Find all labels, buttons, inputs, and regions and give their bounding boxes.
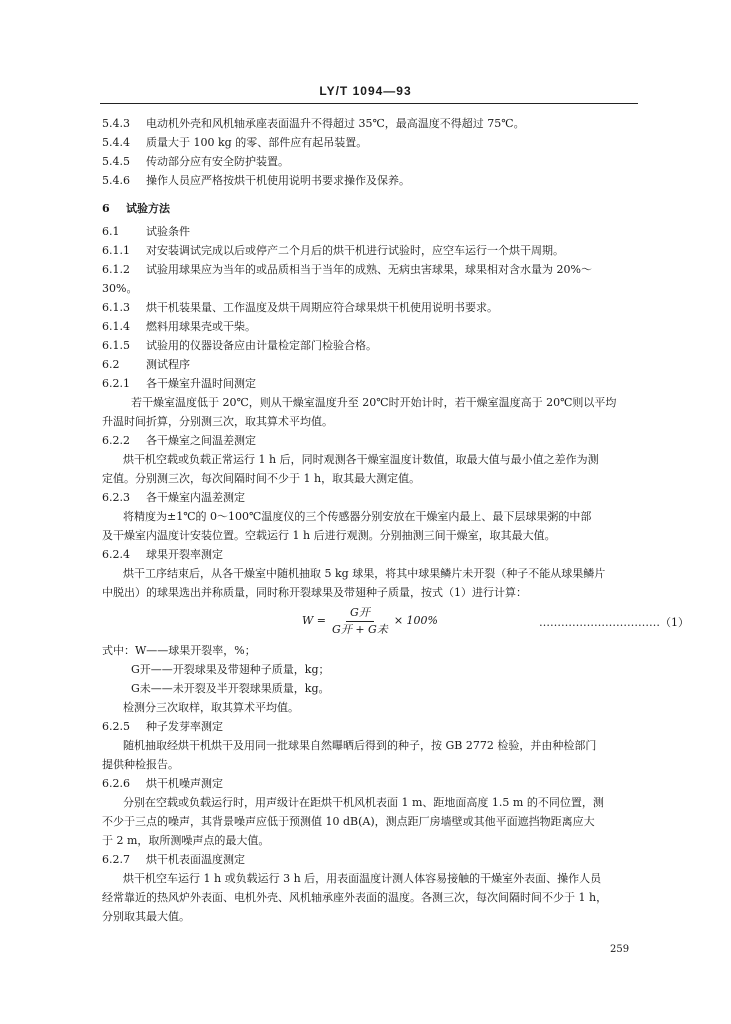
clause-6-1-2 xyxy=(102,263,592,277)
clause-5-4-3 xyxy=(102,117,525,131)
clause-text: 试验用的仪器设备应由计量检定部门检验合格。 xyxy=(146,339,377,352)
paragraph-line: 中脱出）的球果选出并称质量，同时称开裂球果及带翅种子质量，按式（1）进行计算： xyxy=(102,586,527,599)
clause-6-1-3 xyxy=(102,301,498,315)
clause-continuation: 30%。 xyxy=(102,282,138,295)
clause-text: 各干燥室升温时间测定 xyxy=(146,377,256,390)
paragraph-line: 定值。分别测三次，每次间隔时间不少于 1 h，取其最大测定值。 xyxy=(102,472,421,485)
clause-number: 6.1.4 xyxy=(102,320,130,333)
paragraph-line: 将精度为±1℃的 0～100℃温度仪的三个传感器分别安放在干燥室内最上、最下层球果粥的中部 xyxy=(123,510,592,523)
where-clause: 式中：W——球果开裂率，%； xyxy=(102,644,256,657)
formula-numerator: G开 xyxy=(346,606,374,622)
clause-text: 试验用球果应为当年的或品质相当于当年的成熟、无病虫害球果，球果相对含水量为 20%～ xyxy=(146,263,592,276)
clause-text: 各干燥室内温差测定 xyxy=(146,491,245,504)
clause-6-2 xyxy=(102,358,190,372)
paragraph-line: 经常靠近的热风炉外表面、电机外壳、风机轴承座外表面的温度。各测三次，每次间隔时间不少于 1 h， xyxy=(102,891,608,904)
where-item: G开——开裂球果及带翅种子质量，kg； xyxy=(131,663,330,676)
clause-number: 6.1.1 xyxy=(102,244,130,257)
clause-text: 传动部分应有安全防护装置。 xyxy=(146,155,289,168)
section-title: 试验方法 xyxy=(126,202,170,215)
clause-6-2-7 xyxy=(102,853,245,867)
clause-text: 试验条件 xyxy=(146,225,190,238)
paragraph-line: 升温时间折算，分别测三次，取其算术平均值。 xyxy=(102,415,333,428)
clause-number: 6.2.1 xyxy=(102,377,130,390)
clause-text: 烘干机装果量、工作温度及烘干周期应符合球果烘干机使用说明书要求。 xyxy=(146,301,498,314)
clause-6-2-6 xyxy=(102,777,223,791)
clause-text: 烘干机噪声测定 xyxy=(146,777,223,790)
page-number: 259 xyxy=(610,944,630,955)
clause-number: 6.1.3 xyxy=(102,301,130,314)
clause-text: 操作人员应严格按烘干机使用说明书要求操作及保养。 xyxy=(146,174,410,187)
clause-number: 6.2 xyxy=(102,358,120,371)
paragraph-line: 于 2 m，取所测噪声点的最大值。 xyxy=(102,834,270,847)
section-number: 6 xyxy=(102,202,110,215)
clause-text: 球果开裂率测定 xyxy=(146,548,223,561)
clause-5-4-5 xyxy=(102,155,289,169)
paragraph-line: 分别在空载或负载运行时，用声级计在距烘干机风机表面 1 m、距地面高度 1.5 m 的不同位置，测 xyxy=(123,796,604,809)
clause-5-4-4 xyxy=(102,136,367,150)
paragraph-line: 若干燥室温度低于 20℃，则从干燥室温度升至 20℃时开始计时，若干燥室温度高于 20℃则以平均 xyxy=(131,396,617,409)
paragraph-line: 烘干机空载或负载正常运行 1 h 后，同时观测各干燥室温度计数值，取最大值与最小值之差作为测 xyxy=(123,453,599,466)
paragraph-line: 不少于三点的噪声，其背景噪声应低于预测值 10 dB(A)，测点距厂房墙壁或其他平面遮挡物距离应大 xyxy=(102,815,595,828)
clause-number: 6.1.2 xyxy=(102,263,130,276)
clause-text: 各干燥室之间温差测定 xyxy=(146,434,256,447)
paragraph-line: 提供种检报告。 xyxy=(102,758,179,771)
clause-5-4-6 xyxy=(102,174,410,188)
clause-number: 6.2.6 xyxy=(102,777,130,790)
formula-rhs: × 100% xyxy=(393,614,438,627)
clause-text: 电动机外壳和风机轴承座表面温升不得超过 35℃，最高温度不得超过 75℃。 xyxy=(146,117,525,130)
clause-text: 种子发芽率测定 xyxy=(146,720,223,733)
paragraph-line: 随机抽取经烘干机烘干及用同一批球果自然曝晒后得到的种子，按 GB 2772 检验，并由种检部门 xyxy=(123,739,597,752)
clause-6-2-5 xyxy=(102,720,223,734)
running-header: LY/T 1094—93 xyxy=(319,84,412,98)
clause-6-2-2 xyxy=(102,434,256,448)
clause-text: 对安装调试完成以后或停产二个月后的烘干机进行试验时，应空车运行一个烘干周期。 xyxy=(146,244,564,257)
clause-6-2-1 xyxy=(102,377,256,391)
section-6-heading xyxy=(102,202,170,216)
paragraph-line: 检测分三次取样，取其算术平均值。 xyxy=(123,701,299,714)
clause-number: 6.2.4 xyxy=(102,548,130,561)
formula-lhs: W = xyxy=(302,614,327,627)
formula-number: ……………………………（1） xyxy=(539,616,689,629)
paragraph-line: 烘干机空车运行 1 h 或负载运行 3 h 后，用表面温度计测人体容易接触的干燥室外表面、操作人员 xyxy=(123,872,602,885)
clause-number: 5.4.4 xyxy=(102,136,130,149)
clause-text: 烘干机表面温度测定 xyxy=(146,853,245,866)
clause-number: 6.2.2 xyxy=(102,434,130,447)
formula-denominator: G开 + G未 xyxy=(332,622,388,636)
formula-1 xyxy=(302,602,438,640)
clause-number: 5.4.5 xyxy=(102,155,130,168)
clause-number: 5.4.3 xyxy=(102,117,130,130)
clause-number: 6.2.5 xyxy=(102,720,130,733)
clause-number: 6.2.3 xyxy=(102,491,130,504)
paragraph-line: 分别取其最大值。 xyxy=(102,910,190,923)
clause-6-1-5 xyxy=(102,339,377,353)
clause-number: 6.2.7 xyxy=(102,853,130,866)
clause-6-1-1 xyxy=(102,244,564,258)
formula-fraction xyxy=(332,606,388,637)
clause-text: 燃料用球果壳或干柴。 xyxy=(146,320,256,333)
clause-number: 5.4.6 xyxy=(102,174,130,187)
clause-6-2-4 xyxy=(102,548,223,562)
paragraph-line: 烘干工序结束后，从各干燥室中随机抽取 5 kg 球果，将其中球果鳞片未开裂（种子不能从球果鳞片 xyxy=(123,567,606,580)
header-rule xyxy=(100,103,638,104)
clause-number: 6.1 xyxy=(102,225,120,238)
clause-text: 测试程序 xyxy=(146,358,190,371)
clause-6-1-4 xyxy=(102,320,256,334)
clause-6-1 xyxy=(102,225,190,239)
where-item: G未——未开裂及半开裂球果质量，kg。 xyxy=(131,682,330,695)
paragraph-line: 及干燥室内温度计安装位置。空载运行 1 h 后进行观测。分别抽测三间干燥室，取其最大值。 xyxy=(102,529,556,542)
clause-number: 6.1.5 xyxy=(102,339,130,352)
clause-text: 质量大于 100 kg 的零、部件应有起吊装置。 xyxy=(146,136,368,149)
clause-6-2-3 xyxy=(102,491,245,505)
